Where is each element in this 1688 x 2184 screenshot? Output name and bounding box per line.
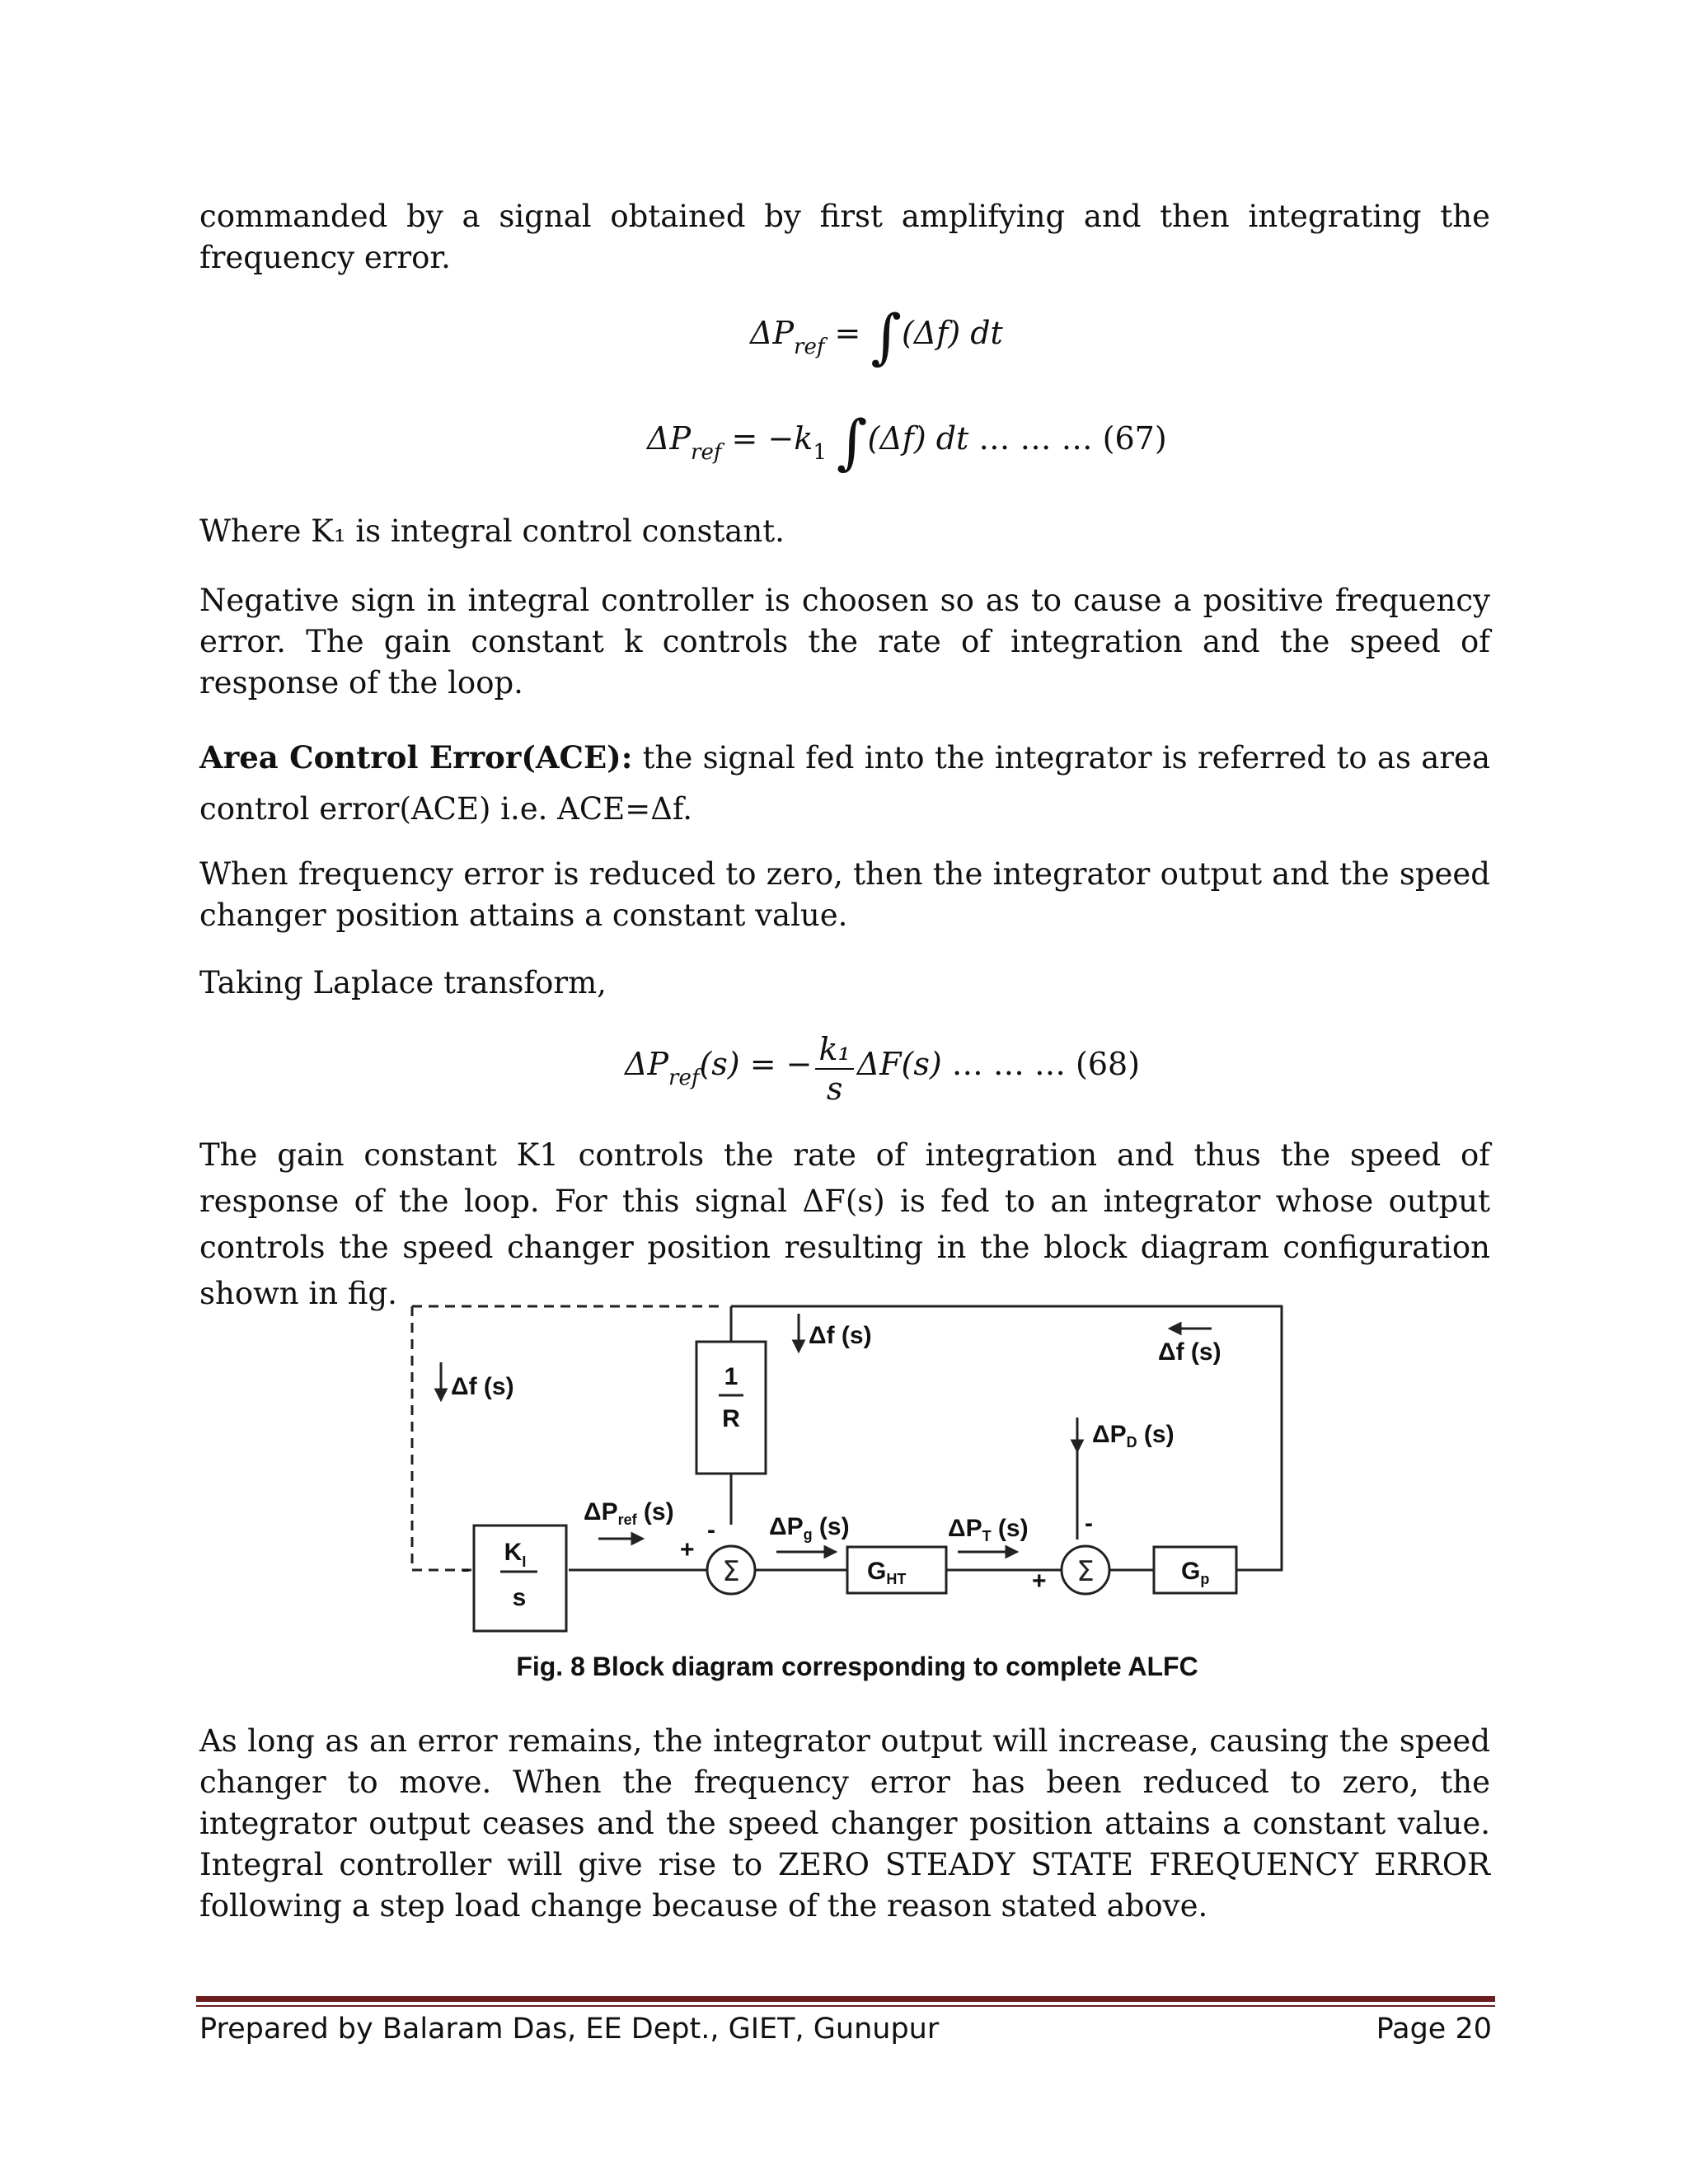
label-dpref: ΔP — [584, 1498, 618, 1526]
label-dpg-sub: g — [803, 1526, 813, 1543]
paragraph-negative-sign: Negative sign in integral controller is choosen so as to cause a positive frequency error. The gain constant k controls the rate of integration and the speed of response of the loop. — [199, 583, 1490, 701]
eq3-arg: (s) = − — [699, 1046, 813, 1082]
block-r-den: R — [722, 1405, 740, 1432]
arrow-right-icon — [825, 1547, 835, 1557]
label-dpd-sub: D — [1126, 1434, 1137, 1451]
sign-minus-sum2: - — [1085, 1510, 1093, 1537]
sum-symbol-icon: Σ — [1076, 1555, 1095, 1588]
equation-67 — [647, 407, 1167, 476]
eq2-lhs: ΔP — [647, 420, 692, 457]
svg-text:ΔPref (s) — [584, 1498, 674, 1528]
eq3-rest: ΔF(s) — [856, 1046, 942, 1082]
block-ki-num-sub: I — [522, 1554, 527, 1570]
arrow-left-icon — [1170, 1324, 1180, 1333]
label-dpt: ΔP — [948, 1515, 982, 1542]
block-ght-label: G — [867, 1558, 887, 1585]
sign-minus-ki: - — [462, 1555, 470, 1582]
paragraph-ace — [199, 732, 1490, 835]
eq3-num: k₁ — [815, 1030, 853, 1070]
ace-heading: Area Control Error(ACE): — [199, 739, 633, 776]
figure-caption: Fig. 8 Block diagram corresponding to complete ALFC — [516, 1652, 1198, 1681]
label-dpg-tail: (s) — [812, 1513, 850, 1540]
block-ki-den: s — [512, 1584, 527, 1611]
label-dpt-tail: (s) — [991, 1515, 1029, 1542]
paragraph-gain-constant: The gain constant K1 controls the rate of integration and thus the speed of response of the loop. For this signal ΔF(s) is fed to an integrator whose output controls the speed changer position resulting in the block diagram configuration shown in fig. — [199, 1137, 1490, 1311]
eq3-label: … … … (68) — [941, 1046, 1141, 1082]
eq1-equals: = — [824, 315, 871, 351]
paragraph-k1-definition: Where K₁ is integral control constant. — [199, 513, 785, 549]
label-dpref-tail: (s) — [636, 1498, 674, 1526]
arrow-down-icon — [1072, 1441, 1082, 1451]
eq1-integrand: (Δf) dt — [901, 315, 1003, 351]
sum-symbol-icon: Σ — [722, 1555, 740, 1588]
arrow-right-icon — [632, 1534, 642, 1544]
footer-rule-thin — [196, 2005, 1495, 2007]
eq2-sub: ref — [691, 440, 722, 465]
block-r-num: 1 — [724, 1363, 738, 1390]
footer-author: Prepared by Balaram Das, EE Dept., GIET, Gunupur — [199, 2013, 940, 2046]
eq2-label: … … … (67) — [968, 420, 1167, 457]
svg-text:ΔPg (s) — [769, 1513, 850, 1543]
svg-text:ΔPD (s) — [1092, 1421, 1175, 1451]
sign-minus-sum1: - — [707, 1516, 715, 1544]
label-df-left: Δf (s) — [451, 1373, 514, 1400]
paragraph-laplace: Taking Laplace transform, — [199, 965, 607, 1001]
arrow-right-icon — [1006, 1547, 1016, 1557]
block-ght-sub: HT — [886, 1571, 907, 1587]
eq1-sub: ref — [794, 335, 825, 359]
footer-rule — [196, 1996, 1495, 2002]
sign-plus-sum1: + — [680, 1536, 695, 1563]
arrow-down-icon — [794, 1341, 804, 1351]
label-dpref-sub: ref — [617, 1511, 637, 1528]
eq3-fraction — [815, 1030, 853, 1108]
arrow-down-icon — [436, 1390, 446, 1399]
equation-pref-integral — [750, 302, 1003, 371]
eq3-lhs: ΔP — [625, 1046, 669, 1082]
label-dpg: ΔP — [769, 1513, 804, 1540]
label-df-right: Δf (s) — [1158, 1338, 1221, 1366]
eq3-sub: ref — [668, 1066, 700, 1090]
label-dpd: ΔP — [1092, 1421, 1127, 1448]
eq2-mid: = −k — [721, 420, 814, 457]
footer-page-number: Page 20 — [1376, 2013, 1492, 2046]
block-gp-sub: p — [1200, 1571, 1210, 1587]
alfc-block-diagram — [396, 1292, 1319, 1647]
eq3-den: s — [826, 1071, 843, 1107]
eq2-integrand: (Δf) dt — [867, 420, 969, 457]
label-dpt-sub: T — [982, 1528, 992, 1544]
integral-sign-icon: ∫ — [836, 407, 868, 476]
label-df-top: Δf (s) — [809, 1322, 872, 1349]
sign-plus-sum2: + — [1032, 1568, 1047, 1595]
block-ki-num: K — [504, 1539, 523, 1566]
svg-text:ΔPT (s) — [948, 1515, 1029, 1544]
paragraph-integrator-output: As long as an error remains, the integrator output will increase, causing the speed changer to move. When the frequency error has been reduced to zero, the integrator output ceases and the speed changer position attains a constant value. Integral controller will give rise to ZERO STEADY STATE FREQUENCY ERROR following a step load change because of the reason stated above. — [199, 1723, 1490, 1924]
ace-text: the signal fed into the integrator is referred to as area control error(ACE) i.e. ACE=Δf. — [199, 740, 1490, 827]
eq1-lhs: ΔP — [750, 315, 795, 351]
paragraph-intro: commanded by a signal obtained by first amplifying and then integrating the frequency error. — [199, 199, 1490, 275]
label-dpd-tail: (s) — [1137, 1421, 1175, 1448]
eq2-k-sub: 1 — [813, 440, 827, 465]
paragraph-zero-error: When frequency error is reduced to zero, then the integrator output and the speed changer position attains a constant value. — [199, 856, 1490, 933]
block-gp-label: G — [1181, 1558, 1201, 1585]
integral-sign-icon: ∫ — [870, 302, 902, 371]
equation-68 — [625, 1030, 1140, 1108]
